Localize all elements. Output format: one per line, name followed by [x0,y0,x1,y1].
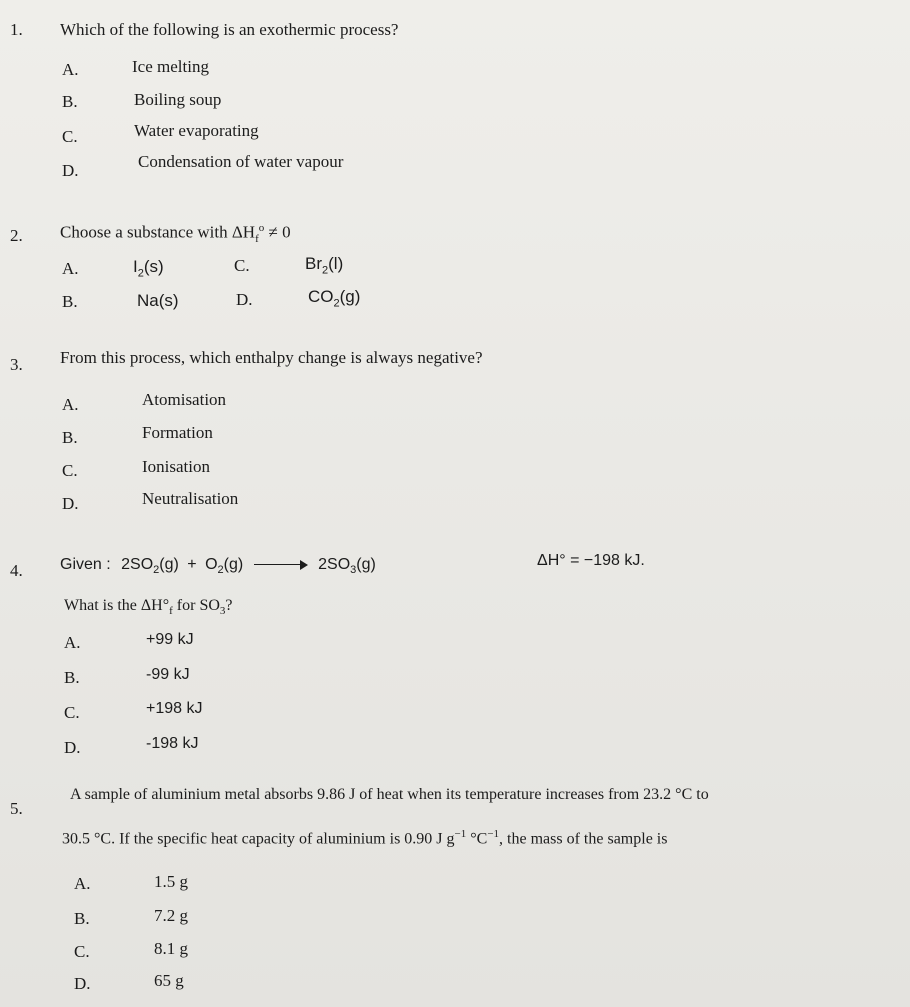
plus-sign: + [187,556,197,573]
question-text: From this process, which enthalpy change is always negative? [60,348,483,367]
option-letter: A. [74,874,91,893]
question-number: 4. [10,561,23,580]
option-letter: A. [62,60,79,79]
option-letter: D. [62,161,79,180]
question-text [60,222,291,245]
option-letter: B. [74,909,90,928]
option-text: +198 kJ [146,700,203,717]
question-text-line-2: 30.5 °C. If the specific heat capacity of aluminium is 0.90 J $g^{-1}$ $^\circ C^{-1}$, the mass of the sample is [62,828,668,848]
option-text: 1.5 g [154,872,188,891]
option-letter: C. [234,256,250,275]
given-label: Given : [60,556,111,573]
option-formula: $CO_2(g)$ [308,287,361,310]
reactant-o2: $O_2(g)$ [205,556,244,577]
question-text-line-1: A sample of aluminium metal absorbs 9.86 J of heat when its temperature increases from 23.2 °C to [70,786,709,803]
delta-h-sup: o [258,222,265,234]
option-letter: D. [64,738,81,757]
option-letter: C. [74,942,90,961]
option-letter: A. [64,633,81,652]
option-text: 8.1 g [154,939,188,958]
option-letter: A. [62,395,79,414]
option-text: Condensation of water vapour [138,152,344,171]
option-letter: D. [236,290,253,309]
product-so3: $2SO_3(g)$ [318,556,376,577]
reaction-arrow-icon [254,560,308,570]
option-letter: B. [62,292,78,311]
delta-h-symbol: ΔH [231,222,256,242]
delta-h-sub: f [255,233,259,246]
enthalpy-value: ΔH° = −198 kJ. [537,552,645,569]
option-letter: C. [62,461,78,480]
option-letter: B. [62,92,78,111]
option-text: Ionisation [142,457,210,476]
option-text: Neutralisation [142,489,239,508]
option-text: 65 g [154,971,184,990]
question-number: 2. [10,226,23,245]
question-text: Which of the following is an exothermic process? [60,20,399,39]
option-formula: $I_2(s)$ [133,257,164,280]
not-equal-zero: ≠ 0 [268,222,291,242]
option-text: Ice melting [132,57,209,76]
option-letter: D. [74,974,91,993]
question-text-prefix: Choose a substance with [60,222,228,242]
option-text: 7.2 g [154,906,188,925]
option-formula: Na(s) [137,291,179,310]
option-letter: B. [62,428,78,447]
option-letter: B. [64,668,80,687]
reactant-so2: $2SO_2(g)$ [121,556,179,577]
equation [60,556,376,576]
option-letter: D. [62,494,79,513]
question-number: 3. [10,355,23,374]
option-text: -198 kJ [146,735,199,752]
question-text: What is the $\Delta H^\circ_f$ for $SO_3$? [64,597,233,618]
option-text: Formation [142,423,213,442]
question-number: 5. [10,799,23,818]
option-text: Atomisation [142,390,227,409]
option-text: +99 kJ [146,631,194,648]
option-text: Water evaporating [134,121,259,140]
option-text: -99 kJ [146,666,190,683]
option-letter: A. [62,259,79,278]
option-letter: C. [62,127,78,146]
option-letter: C. [64,703,80,722]
option-text: Boiling soup [134,90,222,109]
question-number: 1. [10,20,23,39]
option-formula: $Br_2(l)$ [305,254,344,277]
